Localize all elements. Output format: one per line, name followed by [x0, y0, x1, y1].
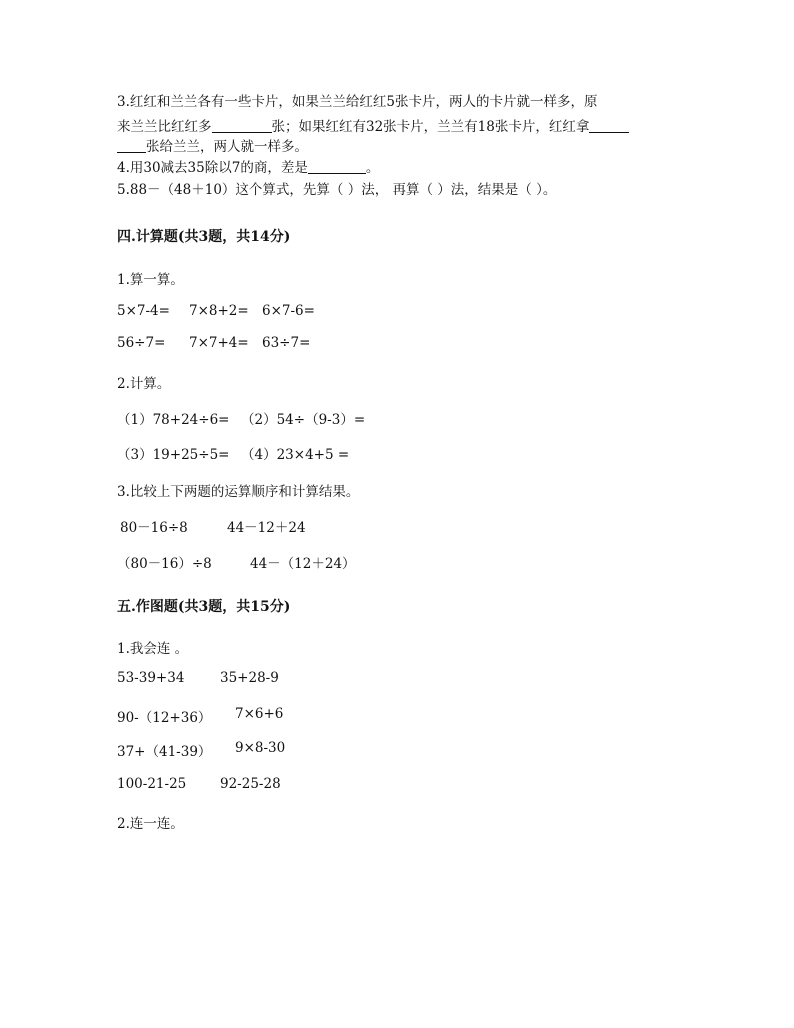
q3-line-1	[117, 92, 597, 112]
expression: 63÷7=	[262, 335, 311, 351]
match-item-right[interactable]: 92-25-28	[220, 776, 281, 792]
answer-blank[interactable]	[212, 118, 272, 133]
q3-text-2b: 张；如果红红有32张卡片，兰兰有18张卡片，红红拿	[271, 119, 590, 135]
match-item-right[interactable]: 7×6+6	[235, 706, 284, 722]
expression: 6×7-6=	[262, 303, 315, 319]
match-item-right[interactable]: 9×8-30	[235, 740, 286, 756]
expression: （1）78+24÷6=	[117, 412, 230, 428]
match-item-left[interactable]: 90-（12+36）	[117, 710, 212, 726]
s4-q3-label: 3.比较上下两题的运算顺序和计算结果。	[117, 484, 360, 500]
s4-q2-row-2	[117, 443, 437, 463]
match-item-left[interactable]: 37+（41-39）	[117, 744, 212, 760]
s5-q1-row-1	[117, 670, 437, 690]
expression: 7×8+2=	[189, 303, 249, 319]
q4-line	[117, 158, 379, 178]
answer-blank[interactable]	[117, 138, 146, 153]
expression: 44－12＋24	[227, 520, 306, 536]
expression: （4）23×4+5 =	[241, 447, 350, 463]
expression: 7×7+4=	[189, 335, 249, 351]
q4-text-end: 。	[365, 160, 380, 176]
s5-q2-label: 2.连一连。	[117, 816, 184, 832]
q5-line	[117, 180, 556, 200]
section-4-title: 四.计算题(共3题，共14分)	[117, 229, 291, 245]
q3-text-1: 3.红红和兰兰各有一些卡片，如果兰兰给红红5张卡片，两人的卡片就一样多，原	[117, 94, 598, 110]
s4-q2-label: 2.计算。	[117, 376, 171, 392]
q3-text-2a: 来兰兰比红红多	[117, 119, 212, 135]
q3-line-2	[117, 117, 629, 137]
expression: 44－（12＋24）	[250, 556, 356, 572]
expression: （80－16）÷8	[117, 556, 212, 572]
s4-q1-row-2	[117, 335, 417, 355]
s5-q1-row-4	[117, 776, 437, 796]
match-item-right[interactable]: 35+28-9	[220, 670, 279, 686]
expression: 56÷7=	[117, 335, 166, 351]
expression: （3）19+25÷5=	[117, 447, 230, 463]
s4-q1-row-1	[117, 303, 417, 323]
expression: （2）54÷（9-3）=	[241, 412, 366, 428]
q3-line-3	[117, 137, 308, 157]
s5-q1-row-2	[117, 706, 437, 726]
answer-blank[interactable]	[308, 159, 366, 174]
s4-q3-row-2	[117, 552, 437, 572]
q3-text-3: 张给兰兰，两人就一样多。	[146, 139, 308, 155]
match-item-left[interactable]: 53-39+34	[117, 670, 185, 686]
expression: 80－16÷8	[120, 520, 188, 536]
q4-text: 4.用30减去35除以7的商，差是	[117, 160, 308, 176]
q5-text: 5.88－（48＋10）这个算式，先算（ ）法， 再算（ ）法，结果是（ ）。	[117, 182, 557, 198]
s4-q3-row-1	[117, 516, 437, 536]
answer-blank[interactable]	[589, 118, 629, 133]
s5-q1-label: 1.我会连 。	[117, 641, 189, 657]
section-5-title: 五.作图题(共3题，共15分)	[117, 599, 291, 615]
match-item-left[interactable]: 100-21-25	[117, 776, 187, 792]
s5-q1-row-3	[117, 740, 437, 760]
s4-q1-label: 1.算一算。	[117, 272, 184, 288]
expression: 5×7-4=	[117, 303, 170, 319]
s4-q2-row-1	[117, 408, 437, 428]
